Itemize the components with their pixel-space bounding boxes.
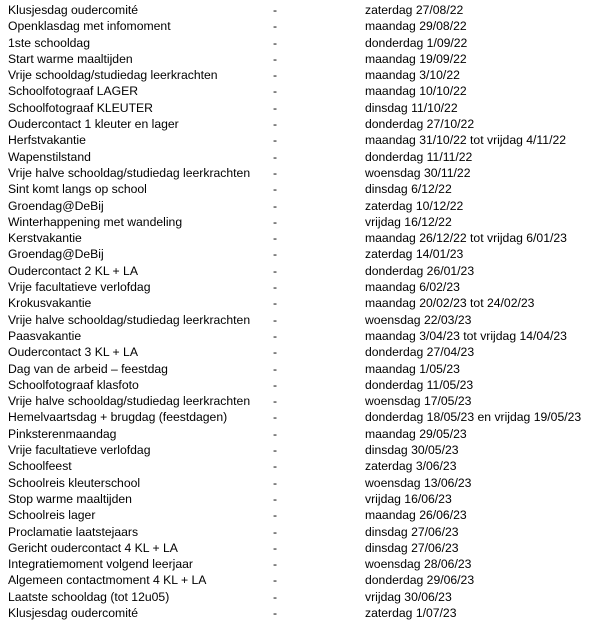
event-name: Kerstvakantie	[8, 231, 82, 246]
calendar-row	[8, 393, 598, 409]
event-date: dinsdag 27/06/23	[365, 540, 459, 555]
calendar-row	[8, 507, 598, 523]
event-date: maandag 20/02/23 tot 24/02/23	[365, 296, 535, 311]
event-name: Winterhappening met wandeling	[8, 214, 183, 229]
event-date: donderdag 27/10/22	[365, 117, 475, 132]
event-name: Klusjesdag oudercomité	[8, 605, 139, 620]
separator-dash: -	[273, 68, 278, 83]
event-name: Vrije schooldag/studiedag leerkrachten	[8, 68, 218, 83]
event-date: maandag 1/05/23	[365, 361, 460, 376]
event-date: maandag 10/10/22	[365, 84, 467, 99]
event-name: Klusjesdag oudercomité	[8, 3, 139, 17]
event-name: Algemeen contactmoment 4 KL + LA	[8, 573, 207, 588]
separator-dash: -	[273, 426, 278, 441]
event-date: woensdag 30/11/22	[365, 165, 471, 180]
separator-dash: -	[273, 3, 278, 17]
separator-dash: -	[273, 459, 278, 474]
event-date: donderdag 27/04/23	[365, 345, 475, 360]
calendar-row	[8, 100, 598, 116]
separator-dash: -	[273, 557, 278, 572]
separator-dash: -	[273, 377, 278, 392]
event-date: woensdag 13/06/23	[365, 475, 472, 490]
calendar-row	[8, 589, 598, 605]
separator-dash: -	[273, 540, 278, 555]
event-name: Hemelvaartsdag + brugdag (feestdagen)	[8, 410, 228, 425]
calendar-row	[8, 51, 598, 67]
separator-dash: -	[273, 345, 278, 360]
event-date: woensdag 28/06/23	[365, 557, 472, 572]
separator-dash: -	[273, 280, 278, 295]
event-date: vrijdag 30/06/23	[365, 589, 452, 604]
event-date: zaterdag 14/01/23	[365, 247, 464, 262]
separator-dash: -	[273, 296, 278, 311]
separator-dash: -	[273, 443, 278, 458]
separator-dash: -	[273, 19, 278, 34]
event-date: donderdag 11/05/23	[365, 377, 474, 392]
calendar-row	[8, 344, 598, 360]
event-date: maandag 19/09/22	[365, 51, 467, 66]
event-name: Groendag@DeBij	[8, 247, 104, 262]
event-date: maandag 31/10/22 tot vrijdag 4/11/22	[365, 133, 567, 148]
calendar-row	[8, 491, 598, 507]
calendar-row	[8, 442, 598, 458]
separator-dash: -	[273, 328, 278, 343]
separator-dash: -	[273, 312, 278, 327]
calendar-row	[8, 2, 598, 18]
event-name: Pinksterenmaandag	[8, 426, 117, 441]
calendar-row	[8, 475, 598, 491]
calendar-row	[8, 149, 598, 165]
event-date: donderdag 18/05/23 en vrijdag 19/05/23	[365, 410, 582, 425]
event-date: maandag 26/06/23	[365, 508, 467, 523]
event-name: Start warme maaltijden	[8, 51, 133, 66]
event-date: maandag 29/05/23	[365, 426, 467, 441]
calendar-row	[8, 279, 598, 295]
event-name: Oudercontact 1 kleuter en lager	[8, 117, 179, 132]
separator-dash: -	[273, 133, 278, 148]
event-name: Krokusvakantie	[8, 296, 92, 311]
separator-dash: -	[273, 182, 278, 197]
separator-dash: -	[273, 117, 278, 132]
event-date: maandag 3/04/23 tot vrijdag 14/04/23	[365, 328, 567, 343]
calendar-row	[8, 35, 598, 51]
event-date: vrijdag 16/06/23	[365, 491, 452, 506]
separator-dash: -	[273, 263, 278, 278]
event-name: Stop warme maaltijden	[8, 491, 132, 506]
event-name: Schoolfotograaf KLEUTER	[8, 100, 153, 115]
separator-dash: -	[273, 165, 278, 180]
event-name: Oudercontact 2 KL + LA	[8, 263, 138, 278]
calendar-row	[8, 198, 598, 214]
event-name: 1ste schooldag	[8, 35, 90, 50]
calendar-row	[8, 524, 598, 540]
event-name: Schoolfeest	[8, 459, 72, 474]
event-date: dinsdag 30/05/23	[365, 443, 459, 458]
event-date: donderdag 11/11/22	[365, 149, 473, 164]
event-date: maandag 29/08/22	[365, 19, 467, 34]
separator-dash: -	[273, 605, 278, 620]
event-name: Openklasdag met infomoment	[8, 19, 171, 34]
separator-dash: -	[273, 410, 278, 425]
calendar-row	[8, 556, 598, 572]
separator-dash: -	[273, 394, 278, 409]
event-name: Paasvakantie	[8, 328, 82, 343]
separator-dash: -	[273, 508, 278, 523]
calendar-row	[8, 540, 598, 556]
calendar-row	[8, 361, 598, 377]
event-name: Vrije facultatieve verlofdag	[8, 280, 151, 295]
event-date: maandag 6/02/23	[365, 280, 460, 295]
separator-dash: -	[273, 247, 278, 262]
separator-dash: -	[273, 100, 278, 115]
calendar-row	[8, 67, 598, 83]
event-date: dinsdag 6/12/22	[365, 182, 452, 197]
event-name: Vrije halve schooldag/studiedag leerkrachten	[8, 165, 251, 180]
event-date: dinsdag 27/06/23	[365, 524, 459, 539]
calendar-row	[8, 458, 598, 474]
calendar-row	[8, 132, 598, 148]
event-name: Schoolreis lager	[8, 508, 96, 523]
event-date: woensdag 22/03/23	[365, 312, 472, 327]
separator-dash: -	[273, 475, 278, 490]
separator-dash: -	[273, 589, 278, 604]
calendar-row	[8, 214, 598, 230]
event-name: Vrije halve schooldag/studiedag leerkrachten	[8, 394, 251, 409]
calendar-row	[8, 409, 598, 425]
school-calendar-list	[8, 2, 598, 621]
event-date: donderdag 29/06/23	[365, 573, 475, 588]
calendar-row	[8, 312, 598, 328]
event-date: zaterdag 3/06/23	[365, 459, 457, 474]
calendar-row	[8, 572, 598, 588]
separator-dash: -	[273, 491, 278, 506]
event-name: Gericht oudercontact 4 KL + LA	[8, 540, 178, 555]
event-date: donderdag 26/01/23	[365, 263, 475, 278]
calendar-row	[8, 295, 598, 311]
event-name: Vrije halve schooldag/studiedag leerkrachten	[8, 312, 251, 327]
separator-dash: -	[273, 361, 278, 376]
calendar-row	[8, 605, 598, 621]
event-name: Herfstvakantie	[8, 133, 86, 148]
event-date: dinsdag 11/10/22	[365, 100, 458, 115]
event-name: Schoolfotograaf klasfoto	[8, 377, 139, 392]
separator-dash: -	[273, 84, 278, 99]
event-name: Sint komt langs op school	[8, 182, 147, 197]
separator-dash: -	[273, 524, 278, 539]
separator-dash: -	[273, 214, 278, 229]
event-name: Integratiemoment volgend leerjaar	[8, 557, 193, 572]
event-name: Schoolfotograaf LAGER	[8, 84, 139, 99]
event-name: Groendag@DeBij	[8, 198, 104, 213]
event-date: zaterdag 10/12/22	[365, 198, 464, 213]
separator-dash: -	[273, 35, 278, 50]
event-date: maandag 3/10/22	[365, 68, 460, 83]
event-date: vrijdag 16/12/22	[365, 214, 452, 229]
separator-dash: -	[273, 51, 278, 66]
separator-dash: -	[273, 149, 278, 164]
event-name: Proclamatie laatstejaars	[8, 524, 139, 539]
calendar-row	[8, 83, 598, 99]
calendar-row	[8, 263, 598, 279]
event-date: zaterdag 27/08/22	[365, 3, 464, 17]
calendar-row	[8, 116, 598, 132]
calendar-row	[8, 426, 598, 442]
calendar-row	[8, 18, 598, 34]
calendar-row	[8, 377, 598, 393]
separator-dash: -	[273, 198, 278, 213]
event-name: Schoolreis kleuterschool	[8, 475, 141, 490]
event-name: Laatste schooldag (tot 12u05)	[8, 589, 170, 604]
calendar-row	[8, 181, 598, 197]
event-name: Dag van de arbeid – feestdag	[8, 361, 168, 376]
calendar-row	[8, 230, 598, 246]
event-name: Oudercontact 3 KL + LA	[8, 345, 138, 360]
calendar-row	[8, 165, 598, 181]
event-date: zaterdag 1/07/23	[365, 605, 457, 620]
separator-dash: -	[273, 573, 278, 588]
event-name: Wapenstilstand	[8, 149, 91, 164]
event-date: maandag 26/12/22 tot vrijdag 6/01/23	[365, 231, 567, 246]
event-date: donderdag 1/09/22	[365, 35, 468, 50]
event-date: woensdag 17/05/23	[365, 394, 472, 409]
calendar-row	[8, 328, 598, 344]
event-name: Vrije facultatieve verlofdag	[8, 443, 151, 458]
separator-dash: -	[273, 231, 278, 246]
calendar-row	[8, 246, 598, 262]
